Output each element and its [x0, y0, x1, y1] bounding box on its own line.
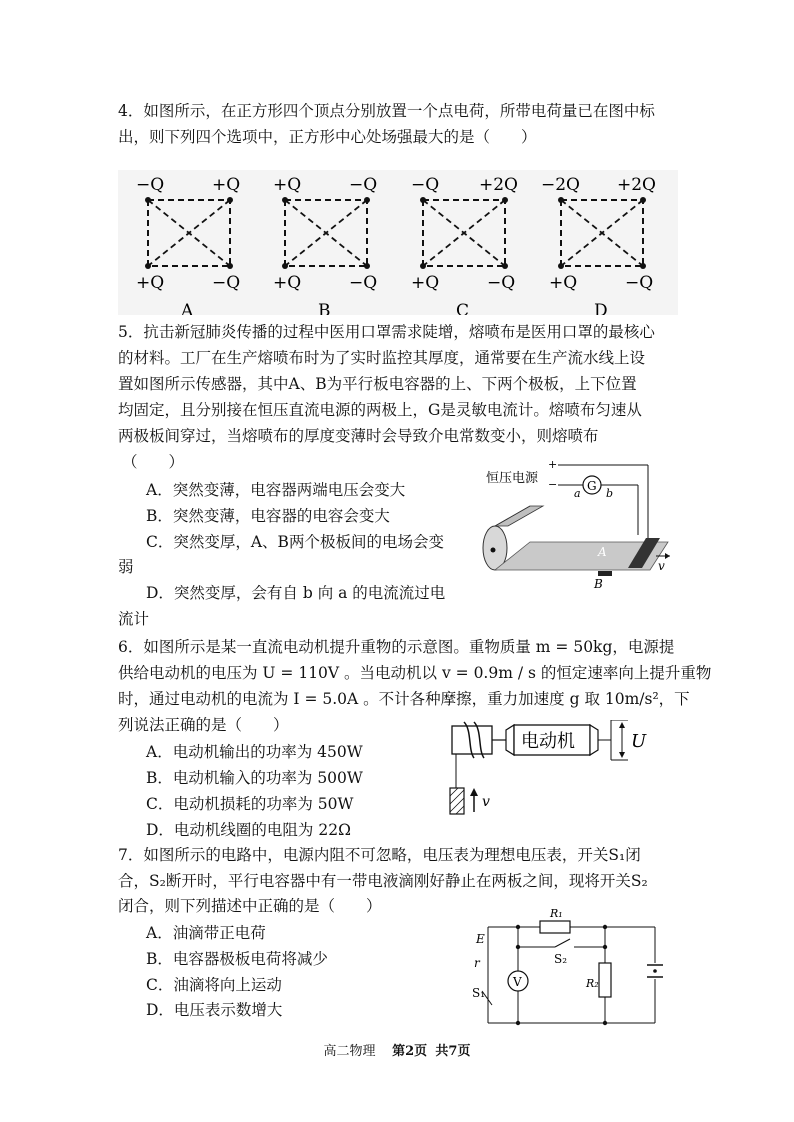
q4a-tr: +Q	[212, 175, 241, 195]
q5-option-d-line1: D．突然变厚，会有自 b 向 a 的电流流过电	[146, 584, 446, 602]
q7-text-line3: 闭合，则下列描述中正确的是（ ）	[118, 897, 382, 915]
q7-text-line2: 合，S₂断开时，平行电容器中有一带电液滴刚好静止在两板之间，现将开关S₂	[118, 872, 648, 890]
q5-text-line2: 的材料。工厂在生产熔喷布时为了实时监控其厚度，通常要在生产流水线上设	[118, 349, 646, 367]
svg-text:S₁: S₁	[472, 986, 486, 1000]
svg-text:V: V	[513, 975, 522, 989]
q4c-tl: −Q	[411, 175, 440, 195]
q4b-letter: B	[318, 301, 331, 315]
q4d-tl: −2Q	[541, 175, 580, 195]
svg-text:a: a	[574, 487, 581, 500]
page-footer	[0, 1040, 794, 1059]
q4b-bl: +Q	[273, 273, 302, 293]
q4d-letter: D	[594, 301, 608, 315]
q7-figure	[470, 905, 670, 1030]
q4a-br: −Q	[212, 273, 241, 293]
q4c-letter: C	[456, 301, 470, 315]
q4b-tl: +Q	[273, 175, 302, 195]
q6-option-a: A．电动机输出的功率为 450W	[146, 743, 363, 761]
q6-text-line2: 供给电动机的电压为 U = 110V 。当电动机以 v = 0.9m / s 的恒定速率向上提升重物	[118, 664, 712, 682]
svg-text:G: G	[587, 479, 597, 493]
q4-text-line2: 出，则下列四个选项中，正方形中心处场强最大的是（ ）	[118, 128, 537, 146]
svg-text:v: v	[658, 559, 665, 573]
footer-subject: 高二物理	[323, 1044, 376, 1059]
q5-figure	[478, 460, 678, 590]
q4a-letter: A	[181, 301, 194, 315]
q5-text-line3: 置如图所示传感器，其中A、B为平行板电容器的上、下两个极板，上下位置	[118, 375, 637, 393]
q4d-bl: +Q	[549, 273, 578, 293]
q4d-br: −Q	[625, 273, 654, 293]
svg-text:E: E	[476, 932, 485, 946]
q6-option-c: C．电动机损耗的功率为 50W	[146, 795, 354, 813]
q4c-bl: +Q	[411, 273, 440, 293]
q5-text-line5: 两极板间穿过，当熔喷布的厚度变薄时会导致介电常数变小，则熔喷布	[118, 427, 599, 445]
svg-text:B: B	[594, 577, 603, 590]
q4-text-line1: 4．如图所示，在正方形四个顶点分别放置一个点电荷，所带电荷量已在图中标	[118, 102, 655, 120]
svg-text:−: −	[548, 478, 558, 491]
q6-option-b: B．电动机输入的功率为 500W	[146, 769, 363, 787]
q5-option-d-line2: 流计	[118, 610, 150, 628]
svg-text:R₁: R₁	[550, 907, 563, 920]
svg-text:S₂: S₂	[554, 952, 568, 966]
svg-text:v: v	[482, 794, 490, 810]
q5-option-c-line2: 弱	[118, 558, 134, 576]
q6-figure	[448, 720, 658, 820]
q4a-bl: +Q	[136, 273, 165, 293]
q5-text-line1: 5．抗击新冠肺炎传播的过程中医用口罩需求陡增，熔喷布是医用口罩的最核心	[118, 323, 655, 341]
q5-option-a: A．突然变薄，电容器两端电压会变大	[146, 481, 406, 499]
q5-source-label: 恒压电源	[486, 471, 539, 486]
footer-total: 共7页	[435, 1044, 471, 1059]
footer-page: 第2页	[392, 1044, 428, 1059]
q6-text-line3: 时，通过电动机的电流为 I = 5.0A 。不计各种摩擦，重力加速度 g 取 10m/s²，下	[118, 690, 690, 708]
q6-text-line4: 列说法正确的是（ ）	[118, 716, 289, 734]
q5-text-line4: 均固定，且分别接在恒压直流电源的两极上，G是灵敏电流计。熔喷布匀速从	[118, 401, 642, 419]
svg-text:A: A	[598, 545, 607, 559]
q5-text-line6: （ ）	[122, 453, 185, 471]
q4b-tr: −Q	[349, 175, 378, 195]
svg-text:b: b	[606, 487, 614, 500]
svg-text:R₂: R₂	[586, 977, 599, 990]
q4c-tr: +2Q	[479, 175, 518, 195]
q7-option-d: D．电压表示数增大	[146, 1001, 283, 1019]
q7-option-a: A．油滴带正电荷	[146, 924, 266, 942]
svg-text:U: U	[631, 731, 647, 752]
q6-option-d: D．电动机线圈的电阻为 22Ω	[146, 821, 351, 839]
svg-text:r: r	[474, 956, 480, 970]
q7-option-b: B．电容器极板电荷将减少	[146, 950, 328, 968]
q4-figure	[118, 170, 678, 315]
q4b-br: −Q	[349, 273, 378, 293]
q4a-tl: −Q	[136, 175, 165, 195]
q5-option-c-line1: C．突然变厚，A、B两个极板间的电场会变	[146, 533, 444, 551]
q4d-tr: +2Q	[617, 175, 656, 195]
q7-text-line1: 7．如图所示的电路中，电源内阻不可忽略，电压表为理想电压表，开关S₁闭	[118, 846, 641, 864]
q7-option-c: C．油滴将向上运动	[146, 976, 282, 994]
q6-text-line1: 6．如图所示是某一直流电动机提升重物的示意图。重物质量 m = 50kg，电源提	[118, 638, 675, 656]
q5-option-b: B．突然变薄，电容器的电容会变大	[146, 507, 390, 525]
motor-label: 电动机	[521, 731, 575, 752]
svg-text:+: +	[548, 460, 558, 471]
q4c-br: −Q	[487, 273, 516, 293]
